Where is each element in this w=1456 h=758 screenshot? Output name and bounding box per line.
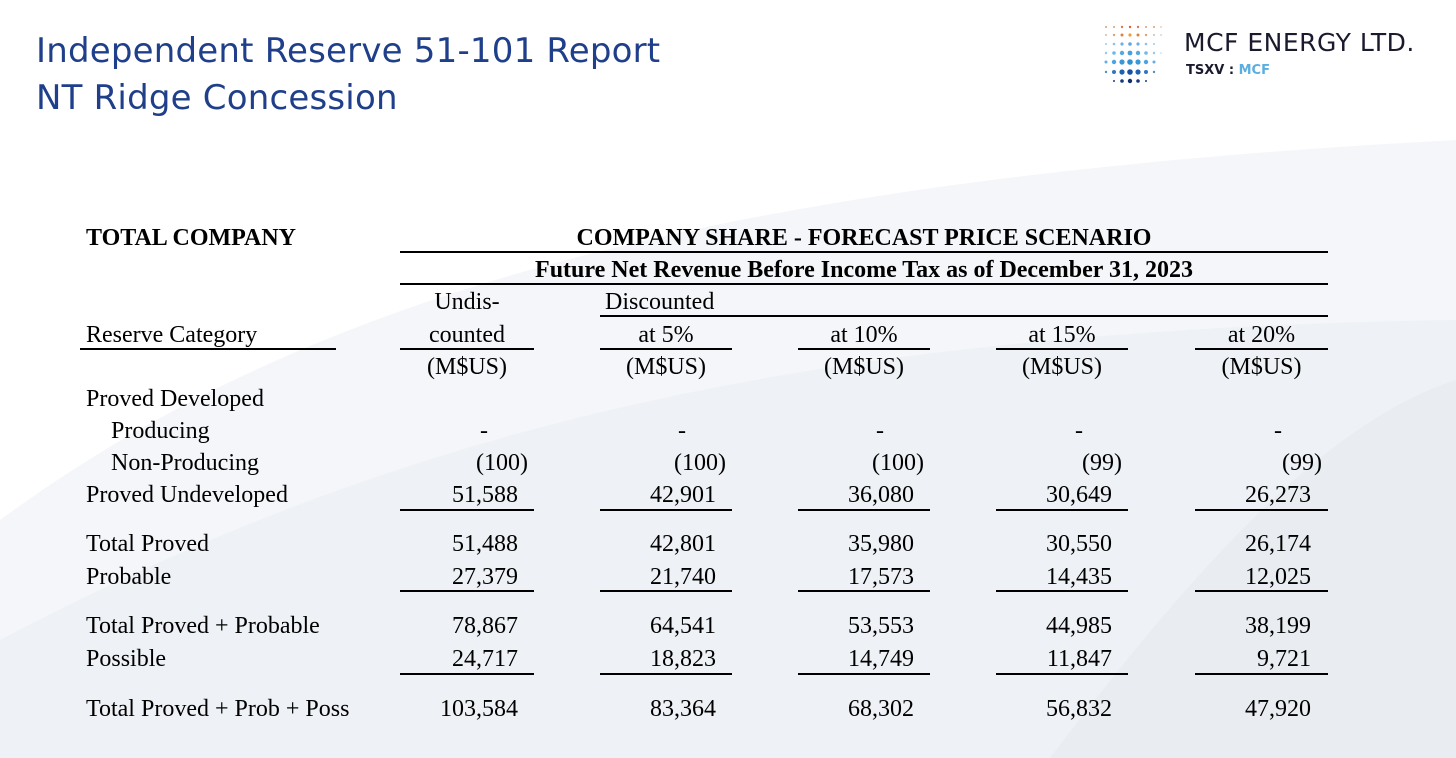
table-cell: 17,573 xyxy=(848,564,914,590)
table-cell: 35,980 xyxy=(848,531,914,557)
logo-ticker xyxy=(1186,63,1270,78)
rule xyxy=(400,348,534,350)
table-cell: 11,847 xyxy=(1046,646,1112,672)
table-cell: 42,901 xyxy=(650,482,716,508)
table-cell: 103,584 xyxy=(440,696,518,722)
table-cell: 56,832 xyxy=(1046,696,1112,722)
table-cell: - xyxy=(1075,418,1083,444)
col-undiscounted-line2: counted xyxy=(429,322,505,348)
title-line-2: NT Ridge Concession xyxy=(36,78,398,118)
unit-label: (M$US) xyxy=(823,354,904,380)
table-cell: 38,199 xyxy=(1245,613,1311,639)
col-header: at 20% xyxy=(1227,322,1296,348)
table-cell: 14,435 xyxy=(1046,564,1112,590)
logo-dots-icon xyxy=(1100,22,1164,86)
rule xyxy=(798,509,930,511)
table-cell: 27,379 xyxy=(452,564,518,590)
table-cell: - xyxy=(678,418,686,444)
rule xyxy=(1195,348,1328,350)
company-label: TOTAL COMPANY xyxy=(86,225,297,251)
rule xyxy=(600,509,732,511)
unit-label: (M$US) xyxy=(1221,354,1302,380)
rule xyxy=(996,348,1128,350)
rule xyxy=(400,251,1328,253)
table-cell: (99) xyxy=(1282,450,1322,476)
rule xyxy=(1195,673,1328,675)
rule xyxy=(798,348,930,350)
rule xyxy=(600,673,732,675)
row-label: Total Proved xyxy=(86,531,209,557)
row-label: Total Proved + Probable xyxy=(86,613,320,639)
rule xyxy=(400,590,534,592)
rule xyxy=(400,283,1328,285)
table-cell: 42,801 xyxy=(650,531,716,557)
table-cell: 26,273 xyxy=(1245,482,1311,508)
rule xyxy=(600,590,732,592)
unit-label: (M$US) xyxy=(1021,354,1102,380)
table-cell: (100) xyxy=(476,450,528,476)
row-label: Producing xyxy=(111,418,210,444)
col-header: at 5% xyxy=(638,322,694,348)
table-cell: 12,025 xyxy=(1245,564,1311,590)
table-cell: - xyxy=(480,418,488,444)
table-cell: (100) xyxy=(872,450,924,476)
rule xyxy=(798,673,930,675)
unit-label: (M$US) xyxy=(625,354,706,380)
group-label: Proved Developed xyxy=(86,386,264,412)
scenario-title: COMPANY SHARE - FORECAST PRICE SCENARIO xyxy=(576,225,1152,251)
table-cell: (99) xyxy=(1082,450,1122,476)
table-cell: 64,541 xyxy=(650,613,716,639)
row-label: Total Proved + Prob + Poss xyxy=(86,696,350,722)
category-header: Reserve Category xyxy=(86,322,258,348)
col-header: at 15% xyxy=(1028,322,1096,348)
table-cell: - xyxy=(876,418,884,444)
table-cell: (100) xyxy=(674,450,726,476)
table-cell: 21,740 xyxy=(650,564,716,590)
table-cell: 26,174 xyxy=(1245,531,1311,557)
col-header: at 10% xyxy=(830,322,898,348)
table-cell: 51,488 xyxy=(452,531,518,557)
title-line-1: Independent Reserve 51-101 Report xyxy=(36,31,661,71)
rule xyxy=(80,348,336,350)
rule xyxy=(400,509,534,511)
table-cell: - xyxy=(1274,418,1282,444)
table-cell: 9,721 xyxy=(1257,646,1311,672)
rule xyxy=(996,673,1128,675)
table-subtitle: Future Net Revenue Before Income Tax as of December 31, 2023 xyxy=(535,257,1193,283)
rule xyxy=(996,509,1128,511)
table-cell: 24,717 xyxy=(452,646,518,672)
row-label: Proved Undeveloped xyxy=(86,482,288,508)
rule xyxy=(1195,509,1328,511)
rule xyxy=(1195,590,1328,592)
rule xyxy=(798,590,930,592)
logo-company-name: MCF ENERGY LTD. xyxy=(1184,28,1415,57)
table-cell: 47,920 xyxy=(1245,696,1311,722)
discounted-label: Discounted xyxy=(605,289,715,315)
rule xyxy=(996,590,1128,592)
table-cell: 14,749 xyxy=(848,646,914,672)
table-cell: 30,649 xyxy=(1046,482,1112,508)
table-cell: 51,588 xyxy=(452,482,518,508)
table-cell: 78,867 xyxy=(452,613,518,639)
col-undiscounted-line1: Undis- xyxy=(434,289,500,315)
logo-symbol: MCF xyxy=(1238,63,1270,78)
page-title xyxy=(36,28,660,122)
rule xyxy=(600,348,732,350)
rule xyxy=(400,673,534,675)
row-label: Possible xyxy=(86,646,167,672)
logo-separator: : xyxy=(1224,63,1239,78)
row-label: Probable xyxy=(86,564,172,590)
rule xyxy=(600,315,1328,317)
table-cell: 53,553 xyxy=(848,613,914,639)
table-cell: 30,550 xyxy=(1046,531,1112,557)
table-cell: 68,302 xyxy=(848,696,914,722)
logo-exchange: TSXV xyxy=(1186,63,1225,78)
table-cell: 18,823 xyxy=(650,646,716,672)
table-cell: 44,985 xyxy=(1046,613,1112,639)
row-label: Non-Producing xyxy=(111,450,259,476)
unit-label: (M$US) xyxy=(426,354,507,380)
table-cell: 83,364 xyxy=(650,696,716,722)
table-cell: 36,080 xyxy=(848,482,914,508)
